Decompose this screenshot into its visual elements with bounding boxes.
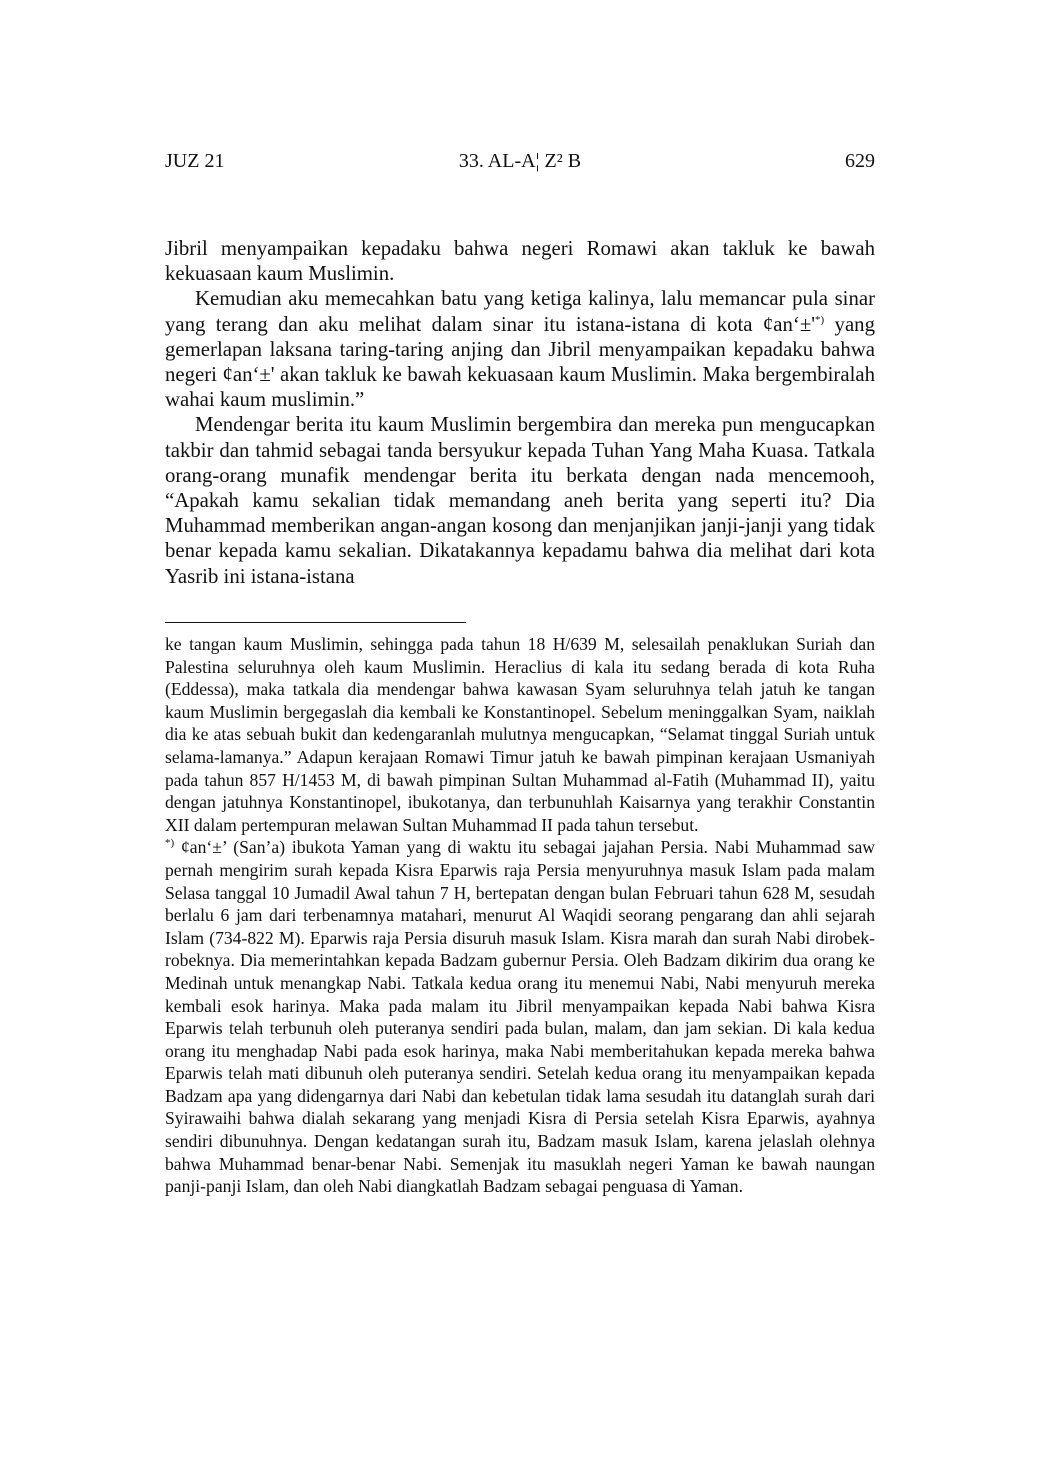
page-header (165, 147, 875, 175)
paragraph-2-part-b: yang gemerlapan laksana taring-taring anjing dan Jibril menyampaikan kepadaku bahwa negeri ¢an‘±' akan takluk ke bawah kekuasaan kaum Muslimin. Maka bergembiralah wahai kaum muslimin.” (165, 312, 875, 412)
paragraph-1: Jibril menyampaikan kepadaku bahwa negeri Romawi akan takluk ke bawah kekuasaan kaum Muslimin. (165, 237, 875, 286)
page-number: 629 (845, 150, 875, 172)
footnotes (165, 633, 875, 1198)
surah-title: 33. AL-A¦ Z² B (458, 150, 582, 172)
footnote-mark: *) (165, 837, 175, 850)
footnote-divider (165, 622, 466, 623)
footnote-ref-mark: *) (815, 313, 825, 326)
paragraph-3: Mendengar berita itu kaum Muslimin bergembira dan mereka pun mengucapkan takbir dan tahmid sebagai tanda bersyukur kepada Tuhan Yang Maha Kuasa. Tatkala orang-orang munafik mendengar berita itu berkata dengan nada mencemooh, “Apakah kamu sekalian tidak memandang aneh berita yang seperti itu? Dia Muhammad memberikan angan-angan kosong dan menjanjikan janji-janji yang tidak benar kepada kamu sekalian. Dikatakannya kepadamu bahwa dia melihat dari kota Yasrib ini istana-istana (165, 413, 875, 588)
paragraph-2-part-a: Kemudian aku memecahkan batu yang ketiga kalinya, lalu memancar pula sinar yang terang dan aku melihat dalam sinar itu istana-istana di kota ¢an‘±' (165, 287, 875, 336)
paragraph-2 (165, 286, 875, 412)
juz-label: JUZ 21 (165, 150, 225, 172)
main-text (165, 236, 875, 589)
footnote-sana-text: ¢an‘±’ (San’a) ibukota Yaman yang di waktu itu sebagai jajahan Persia. Nabi Muhammad saw pernah mengirim surah kepada Kisra Eparwis raja Persia menyuruhnya masuk Islam pada malam Selasa tanggal 10 Jumadil Awal tahun 7 H, bertepatan dengan bulan Februari tahun 628 M, sesudah berlalu 6 jam dari terbenamnya matahari, menurut Al Waqidi seorang pengarang dan ahli sejarah Islam (734-822 M). Eparwis raja Persia disuruh masuk Islam. Kisra marah dan surah Nabi dirobek-robeknya. Dia memerintahkan kepada Badzam gubernur Persia. Oleh Badzam dikirim dua orang ke Medinah untuk menangkap Nabi. Tatkala kedua orang itu menemui Nabi, Nabi menyuruh mereka kembali esok harinya. Maka pada malam itu Jibril menyampaikan kepada Nabi bahwa Kisra Eparwis telah terbunuh oleh puteranya sendiri pada bulan, malam, dan jam sekian. Di kala kedua orang itu menghadap Nabi pada esok harinya, maka Nabi memberitahukan kepada mereka bahwa Eparwis telah mati dibunuh oleh puteranya sendiri. Setelah kedua orang itu menyampaikan kepada Badzam apa yang didengarnya dari Nabi dan kebetulan tidak lama sesudah itu datanglah surah dari Syirawaihi bahwa dialah sekarang yang menjadi Kisra di Persia setelah Kisra Eparwis, ayahnya sendiri dibunuhnya. Dengan kedatangan surah itu, Badzam masuk Islam, karena jelaslah olehnya bahwa Muhammad benar-benar Nabi. Semenjak itu masuklah negeri Yaman ke bawah naungan panji-panji Islam, dan oleh Nabi diangkatlah Badzam sebagai penguasa di Yaman. (165, 837, 875, 1197)
footnote-continuation: ke tangan kaum Muslimin, sehingga pada tahun 18 H/639 M, selesailah penaklukan Suriah dan Palestina seluruhnya oleh kaum Muslimin. Heraclius di kala itu sedang berada di kota Ruha (Eddessa), maka tatkala dia mendengar bahwa kawasan Syam seluruhnya telah jatuh ke tangan kaum Muslimin bergegaslah dia kembali ke Konstantinopel. Sebelum meninggalkan Syam, naiklah dia ke atas sebuah bukit dan kedengaranlah mulutnya mengucapkan, “Selamat tinggal Suriah untuk selama-lamanya.” Adapun kerajaan Romawi Timur jatuh ke bawah pimpinan kerajaan Usmaniyah pada tahun 857 H/1453 M, di bawah pimpinan Sultan Muhammad al-Fatih (Muhammad II), yaitu dengan jatuhnya Konstantinopel, ibukotanya, dan terbunuhlah Kaisarnya yang terakhir Constantin XII dalam pertempuran melawan Sultan Muhammad II pada tahun tersebut. (165, 634, 875, 835)
footnote-sana (165, 836, 875, 1198)
